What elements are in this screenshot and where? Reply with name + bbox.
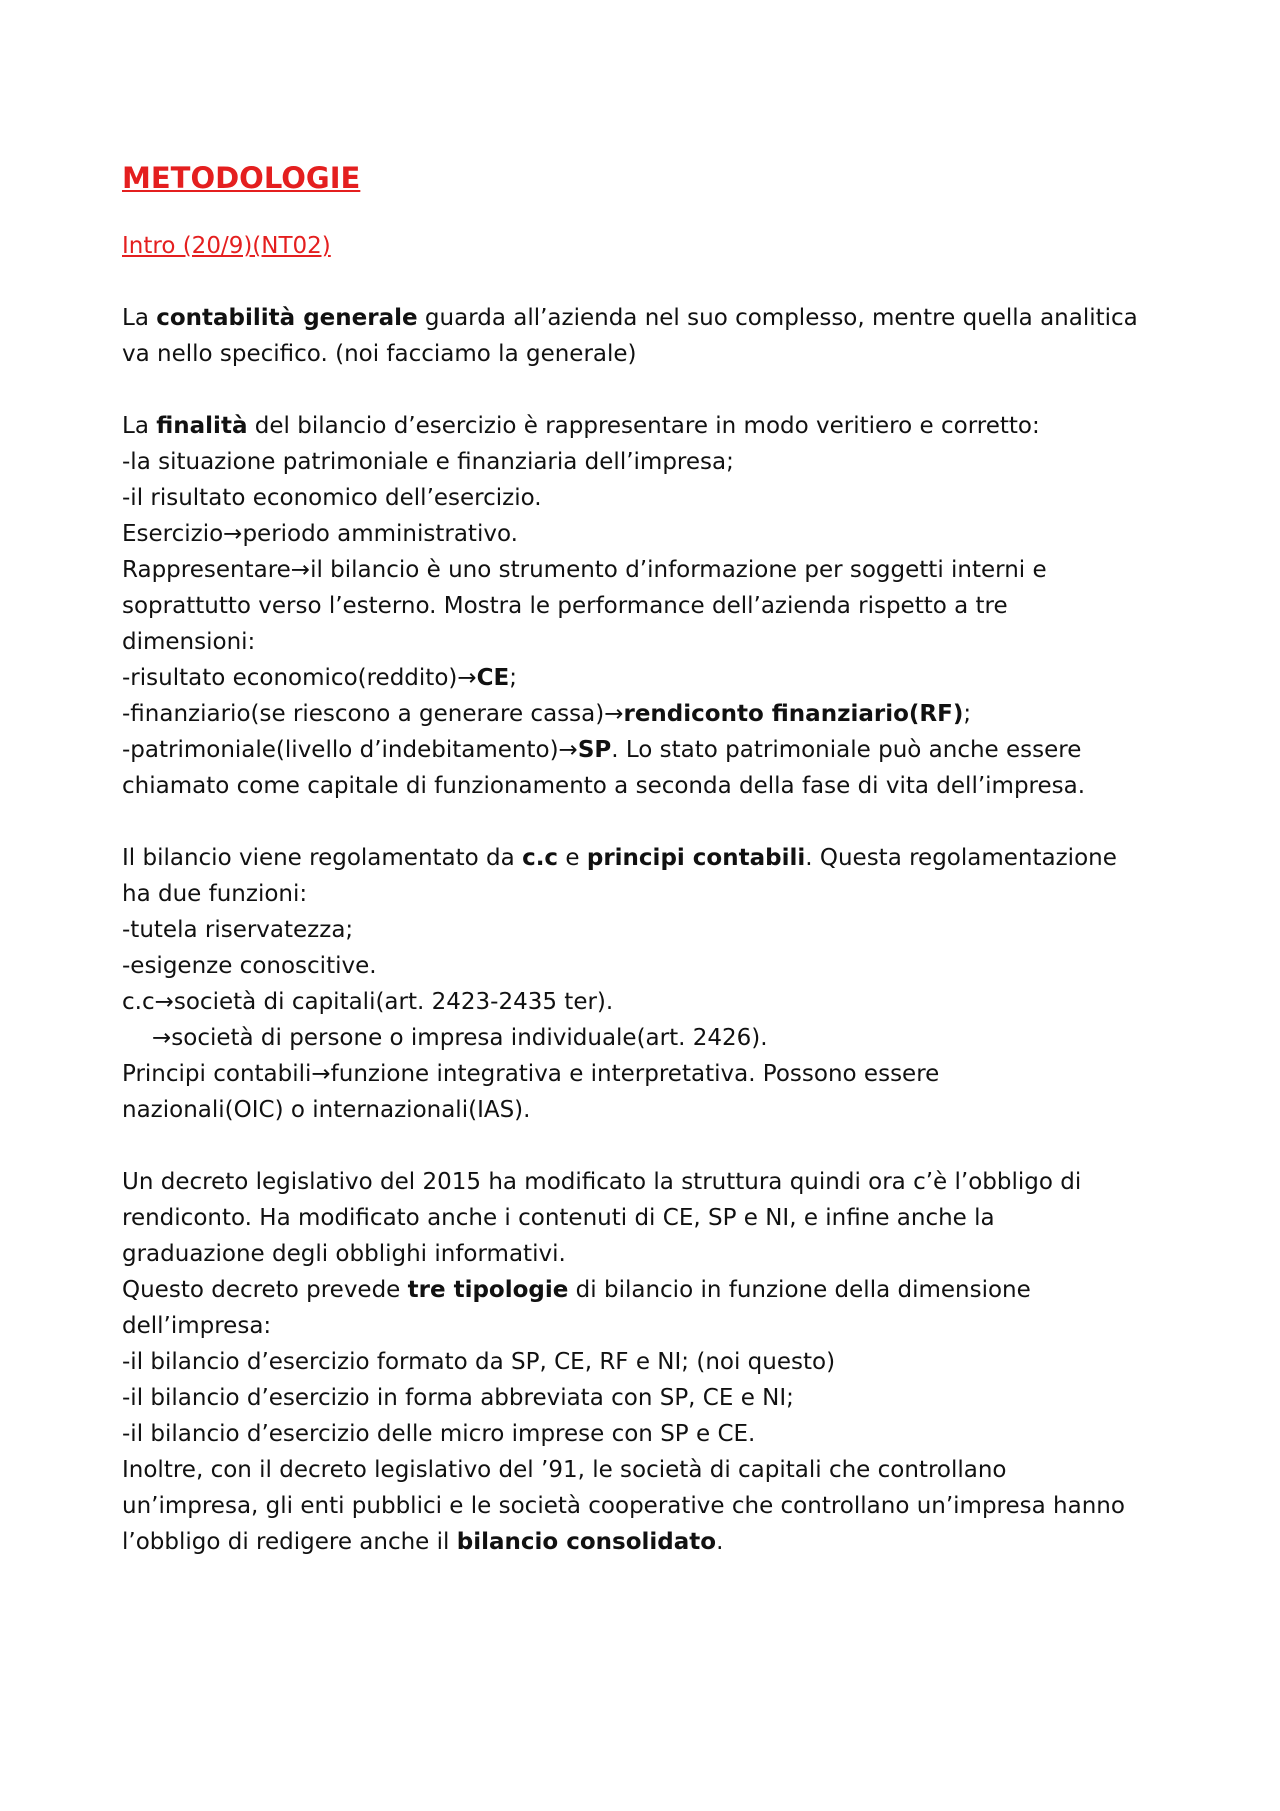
text-line: Un decreto legislativo del 2015 ha modificato la struttura quindi ora c’è l’obbligo di [122,1169,1082,1195]
text-line: va nello specifico. (noi facciamo la generale) [122,341,637,367]
text-line: -il risultato economico dell’esercizio. [122,485,542,511]
text-line: soprattutto verso l’esterno. Mostra le performance dell’azienda rispetto a tre [122,593,1008,619]
paragraph-contabilita [122,300,1160,372]
bold-term: rendiconto finanziario(RF) [623,701,964,727]
text-line: dimensioni: [122,629,256,655]
bold-term: finalità [156,413,248,439]
document-title: METODOLOGIE [122,161,361,195]
paragraph-regolamentazione [122,840,1160,1128]
bold-term: principi contabili [586,845,806,871]
paragraph-decreto [122,1164,1160,1560]
text-line: nazionali(OIC) o internazionali(IAS). [122,1097,531,1123]
text-line: graduazione degli obblighi informativi. [122,1241,566,1267]
text-line: -il bilancio d’esercizio formato da SP, CE, RF e NI; (noi questo) [122,1349,836,1375]
text-line: Questo decreto prevede tre tipologie di bilancio in funzione della dimensione [122,1277,1031,1303]
text-line: chiamato come capitale di funzionamento a seconda della fase di vita dell’impresa. [122,773,1086,799]
text-line: dell’impresa: [122,1313,272,1339]
text-line: -esigenze conoscitive. [122,953,377,979]
text-line-indented: →società di persone o impresa individuale(art. 2426). [152,1025,768,1051]
text-line: -il bilancio d’esercizio delle micro imprese con SP e CE. [122,1421,756,1447]
text-line: ha due funzioni: [122,881,308,907]
text-line: -tutela riservatezza; [122,917,354,943]
text-line: Esercizio→periodo amministrativo. [122,521,518,547]
text-line: rendiconto. Ha modificato anche i contenuti di CE, SP e NI, e infine anche la [122,1205,995,1231]
bold-term: SP [577,737,612,763]
text-line: -il bilancio d’esercizio in forma abbreviata con SP, CE e NI; [122,1385,794,1411]
paragraph-finalita [122,408,1160,804]
text-line: Rappresentare→il bilancio è uno strumento d’informazione per soggetti interni e [122,557,1047,583]
bold-term: contabilità generale [156,305,418,331]
text-line: Principi contabili→funzione integrativa e interpretativa. Possono essere [122,1061,940,1087]
bold-term: tre tipologie [407,1277,569,1303]
text-line: l’obbligo di redigere anche il bilancio consolidato. [122,1529,724,1555]
text-line: La contabilità generale guarda all’azienda nel suo complesso, mentre quella analitica [122,305,1138,331]
bold-term: c.c [522,845,559,871]
text-line: c.c→società di capitali(art. 2423-2435 ter). [122,989,614,1015]
text-line: un’impresa, gli enti pubblici e le società cooperative che controllano un’impresa hanno [122,1493,1125,1519]
text-line: La finalità del bilancio d’esercizio è rappresentare in modo veritiero e corretto: [122,413,1040,439]
text-line: -patrimoniale(livello d’indebitamento)→SP. Lo stato patrimoniale può anche essere [122,737,1082,763]
bold-term: CE [476,665,510,691]
text-line: -la situazione patrimoniale e finanziaria dell’impresa; [122,449,734,475]
bold-term: bilancio consolidato [456,1529,717,1555]
text-line: Inoltre, con il decreto legislativo del ’91, le società di capitali che controllano [122,1457,1007,1483]
section-subtitle: Intro (20/9)(NT02) [122,233,331,259]
text-line: -risultato economico(reddito)→CE; [122,665,517,691]
text-line: -finanziario(se riescono a generare cassa)→rendiconto finanziario(RF); [122,701,972,727]
text-line: Il bilancio viene regolamentato da c.c e principi contabili. Questa regolamentazione [122,845,1117,871]
